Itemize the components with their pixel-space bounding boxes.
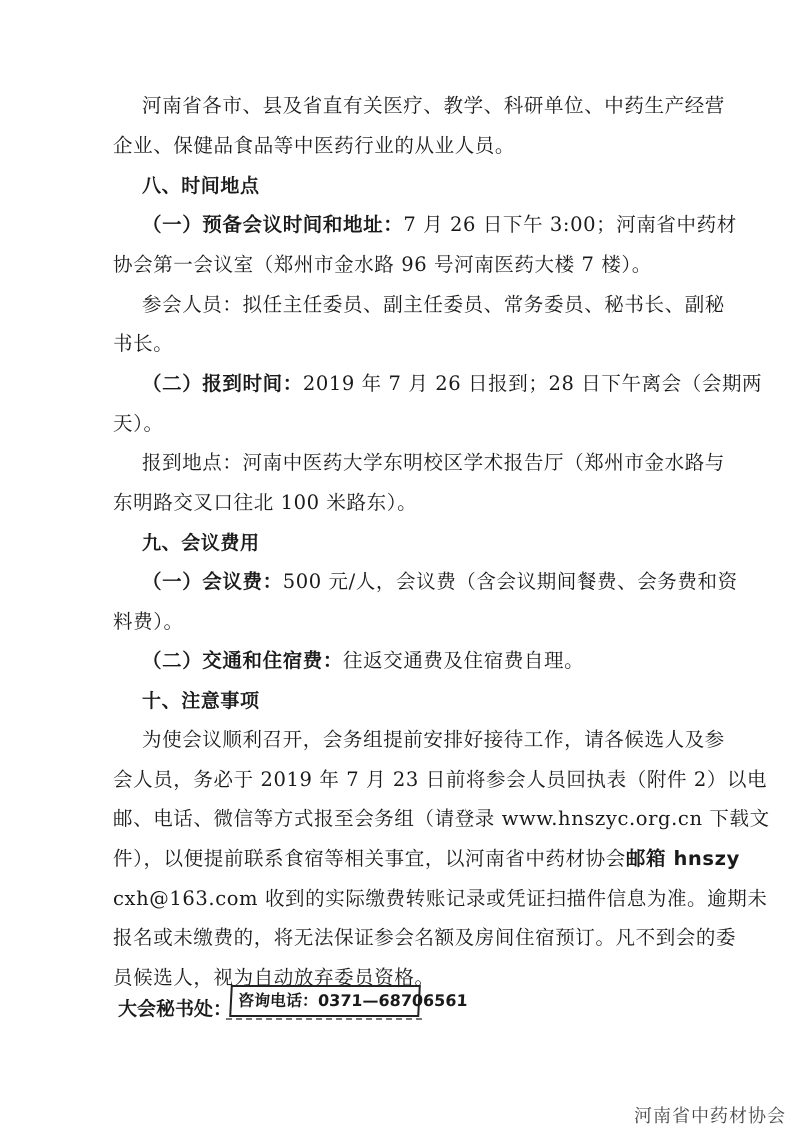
item-prep-meeting bbox=[142, 212, 737, 238]
notes-line-7: 员候选人，视为自动放弃委员资格。 bbox=[113, 966, 435, 989]
item-registration-time bbox=[142, 371, 762, 397]
notes-line-1: 为使会议顺利召开，会务组提前安排好接待工作，请各候选人及参 bbox=[142, 728, 725, 751]
item-meeting-fee-text: 500 元/人，会议费（含会议期间餐费、会务费和资 bbox=[282, 570, 738, 593]
para-audience-line-1: 河南省各市、县及省直有关医疗、教学、科研单位、中药生产经营 bbox=[142, 94, 725, 117]
attendees-line-2: 书长。 bbox=[113, 332, 174, 355]
para-audience-line-2: 企业、保健品食品等中医药行业的从业人员。 bbox=[113, 134, 516, 157]
item-transport-fee-text: 往返交通费及住宿费自理。 bbox=[343, 649, 585, 672]
item-transport-fee-label: （二）交通和住宿费： bbox=[142, 649, 344, 672]
heading-time-place: 八、时间地点 bbox=[142, 175, 260, 197]
item-registration-time-label: （二）报到时间： bbox=[142, 372, 303, 395]
footer-org-name: 河南省中药材协会 bbox=[634, 1106, 786, 1127]
notes-line-2: 会人员，务必于 2019 年 7 月 23 日前将参会人员回执表（附件 2）以电 bbox=[113, 768, 768, 791]
venue-line-1: 报到地点：河南中医药大学东明校区学术报告厅（郑州市金水路与 bbox=[142, 451, 725, 474]
heading-notes: 十、注意事项 bbox=[142, 690, 260, 712]
item-prep-meeting-cont: 协会第一会议室（郑州市金水路 96 号河南医药大楼 7 楼）。 bbox=[113, 253, 652, 276]
attendees-line-1: 参会人员：拟任主任委员、副主任委员、常务委员、秘书长、副秘 bbox=[142, 293, 725, 316]
secretariat-label: 大会秘书处： bbox=[118, 998, 233, 1020]
item-transport-fee bbox=[142, 648, 584, 674]
item-meeting-fee-label: （一）会议费： bbox=[142, 570, 283, 593]
item-meeting-fee bbox=[142, 569, 738, 595]
notes-line-3: 邮、电话、微信等方式报至会务组（请登录 www.hnszyc.org.cn 下载文 bbox=[113, 807, 770, 830]
item-registration-time-cont: 天）。 bbox=[113, 412, 164, 435]
notes-line-6: 报名或未缴费的，将无法保证参会名额及房间住宿预订。凡不到会的委 bbox=[113, 926, 737, 949]
contact-stamp: 咨询电话：0371—68706561 bbox=[229, 985, 421, 1017]
notes-line-4 bbox=[113, 846, 740, 872]
venue-line-2: 东明路交叉口往北 100 米路东）。 bbox=[113, 491, 418, 514]
heading-fees: 九、会议费用 bbox=[142, 532, 260, 554]
notes-email-label: 邮箱 hnszy bbox=[625, 847, 740, 870]
notes-line-4-text: 件），以便提前联系食宿等相关事宜，以河南省中药材协会 bbox=[113, 847, 626, 870]
item-registration-time-text: 2019 年 7 月 26 日报到；28 日下午离会（会期两 bbox=[302, 372, 763, 395]
item-prep-meeting-text: 7 月 26 日下午 3:00；河南省中药材 bbox=[403, 213, 737, 236]
item-prep-meeting-label: （一）预备会议时间和地址： bbox=[142, 213, 404, 236]
item-meeting-fee-cont: 料费）。 bbox=[113, 610, 184, 633]
notes-line-5: cxh@163.com 收到的实际缴费转账记录或凭证扫描件信息为准。逾期未 bbox=[113, 887, 768, 910]
